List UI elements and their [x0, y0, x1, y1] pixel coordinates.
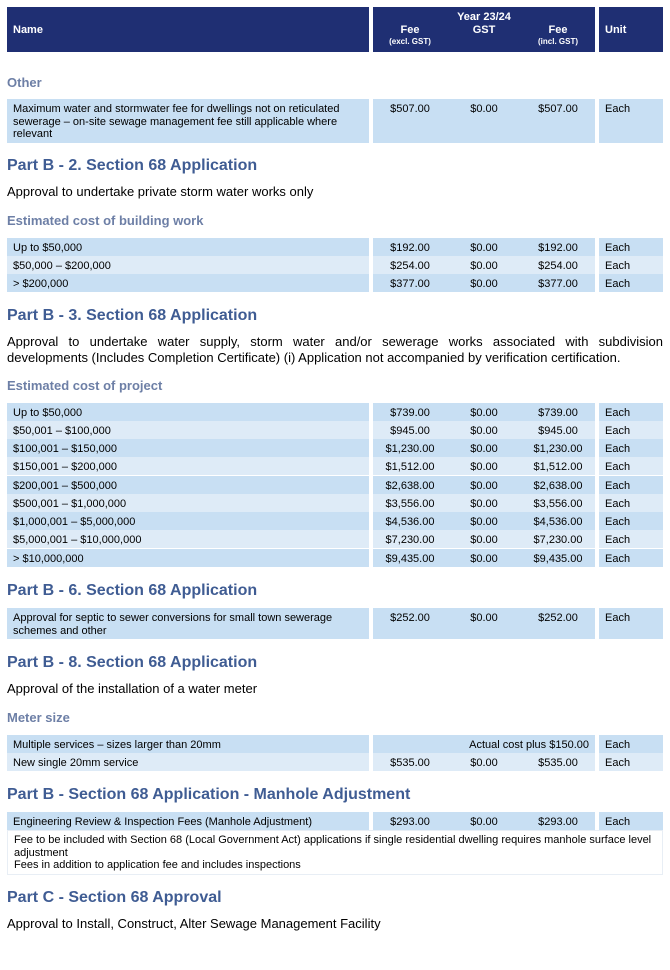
row-fee-incl: $1,512.00 [533, 461, 583, 473]
row-fee: $2,638.00 [385, 480, 435, 492]
row-fee-incl: $535.00 [538, 757, 578, 769]
row-gst: $0.00 [470, 103, 498, 115]
row-gst: $0.00 [470, 443, 498, 455]
row-unit: Each [605, 553, 631, 565]
row-fee-incl: $377.00 [538, 278, 578, 290]
row-unit: Each [605, 534, 631, 546]
row-unit: Each [605, 242, 631, 254]
row-unit: Each [605, 260, 631, 272]
section-heading-c: Part C - Section 68 Approval [7, 889, 222, 906]
section-heading-b6: Part B - 6. Section 68 Application [7, 582, 258, 599]
subheading-b3: Estimated cost of project [7, 378, 163, 393]
row-name: Up to $50,000 [13, 407, 83, 419]
row-name: $1,000,001 – $5,000,000 [13, 516, 136, 528]
row-name: $150,001 – $200,000 [13, 461, 117, 473]
table-row [7, 439, 663, 457]
row-fee-incl: $252.00 [538, 612, 578, 624]
row-fee: $535.00 [390, 757, 430, 769]
section-desc-c: Approval to Install, Construct, Alter Sewage Management Facility [7, 916, 381, 931]
table-row [7, 238, 663, 256]
table-row [7, 421, 663, 439]
row-fee: $1,230.00 [385, 443, 435, 455]
row-fee: $377.00 [390, 278, 430, 290]
row-name: Multiple services – sizes larger than 20mm [13, 739, 221, 751]
row-name: Up to $50,000 [13, 242, 83, 254]
table-row [7, 753, 663, 771]
row-unit: Each [605, 443, 631, 455]
header-name-cell [7, 7, 369, 52]
table-row [7, 476, 663, 494]
row-actual-cost: Actual cost plus $150.00 [469, 739, 589, 751]
row-fee-incl: $192.00 [538, 242, 578, 254]
row-gst: $0.00 [470, 407, 498, 419]
row-name: $500,001 – $1,000,000 [13, 498, 127, 510]
row-fee: $252.00 [390, 612, 430, 624]
header-fee-excl [373, 24, 447, 46]
row-fee: $739.00 [390, 407, 430, 419]
row-unit: Each [605, 739, 631, 751]
row-gst: $0.00 [470, 534, 498, 546]
header-name: Name [13, 24, 43, 36]
section-desc-b2: Approval to undertake private storm water works only [7, 184, 314, 199]
row-unit: Each [605, 516, 631, 528]
row-unit: Each [605, 103, 631, 115]
header-gst-label: GST [472, 24, 496, 36]
row-name: > $10,000,000 [13, 553, 84, 565]
row-gst: $0.00 [470, 425, 498, 437]
table-row [7, 494, 663, 512]
row-gst: $0.00 [470, 516, 498, 528]
row-name: $200,001 – $500,000 [13, 480, 117, 492]
table-row [7, 99, 663, 143]
row-fee: $293.00 [390, 816, 430, 828]
row-gst: $0.00 [470, 612, 498, 624]
row-fee-incl: $7,230.00 [533, 534, 583, 546]
table-row [7, 457, 663, 475]
section-desc-b3: Approval to undertake water supply, storm water and/or sewerage works associated with subdivision developments (Includes Completion Certificate) (i) Application not accompanied by verification certification. [7, 334, 663, 365]
section-desc-b8: Approval of the installation of a water meter [7, 681, 258, 696]
row-unit: Each [605, 816, 631, 828]
row-fee-incl: $254.00 [538, 260, 578, 272]
row-name: $5,000,001 – $10,000,000 [13, 534, 142, 546]
table-row [7, 608, 663, 639]
row-unit: Each [605, 612, 631, 624]
header-year-cell [373, 7, 595, 52]
row-gst: $0.00 [470, 498, 498, 510]
row-name: $50,001 – $100,000 [13, 425, 111, 437]
table-row [7, 403, 663, 421]
row-fee-incl: $507.00 [538, 103, 578, 115]
row-gst: $0.00 [470, 816, 498, 828]
row-unit: Each [605, 480, 631, 492]
row-fee: $7,230.00 [385, 534, 435, 546]
table-row [7, 256, 663, 274]
row-fee: $4,536.00 [385, 516, 435, 528]
row-unit: Each [605, 757, 631, 769]
table-row [7, 530, 663, 548]
row-unit: Each [605, 461, 631, 473]
row-gst: $0.00 [470, 278, 498, 290]
other-heading: Other [7, 75, 42, 90]
row-name: $50,000 – $200,000 [13, 260, 111, 272]
header-unit: Unit [605, 24, 627, 36]
table-row [7, 512, 663, 530]
row-unit: Each [605, 278, 631, 290]
row-fee: $1,512.00 [385, 461, 435, 473]
row-fee-incl: $293.00 [538, 816, 578, 828]
row-fee-incl: $739.00 [538, 407, 578, 419]
section-heading-b2: Part B - 2. Section 68 Application [7, 157, 258, 174]
table-row [7, 735, 663, 753]
header-fee-incl-sub: (incl. GST) [538, 37, 578, 46]
row-unit: Each [605, 498, 631, 510]
table-row [7, 274, 663, 292]
row-fee: $9,435.00 [385, 553, 435, 565]
row-unit: Each [605, 425, 631, 437]
subheading-b8: Meter size [7, 710, 70, 725]
section-heading-manhole: Part B - Section 68 Application - Manhole Adjustment [7, 786, 411, 803]
row-name: $100,001 – $150,000 [13, 443, 117, 455]
row-gst: $0.00 [470, 553, 498, 565]
row-fee-incl: $945.00 [538, 425, 578, 437]
row-fee: $507.00 [390, 103, 430, 115]
row-name: Engineering Review & Inspection Fees (Manhole Adjustment) [13, 816, 312, 828]
row-fee-incl: $3,556.00 [533, 498, 583, 510]
row-fee-incl: $1,230.00 [533, 443, 583, 455]
row-name: > $200,000 [13, 278, 69, 290]
header-unit-cell [599, 7, 663, 52]
row-gst: $0.00 [470, 480, 498, 492]
row-gst: $0.00 [470, 242, 498, 254]
header-fee-excl-sub: (excl. GST) [389, 37, 431, 46]
section-heading-b8: Part B - 8. Section 68 Application [7, 654, 258, 671]
row-name: Maximum water and stormwater fee for dwellings not on reticulated sewerage – on-site sewage management fee still applicable where relevant [13, 103, 340, 140]
manhole-note [7, 830, 663, 875]
header-gst [447, 24, 521, 36]
manhole-note-line-1: Fee to be included with Section 68 (Local Government Act) applications if single residential dwelling requires manhole surface level adjustment [14, 834, 652, 859]
row-fee-incl: $4,536.00 [533, 516, 583, 528]
header-fee-excl-label: Fee [400, 24, 420, 36]
row-fee: $192.00 [390, 242, 430, 254]
row-name: Approval for septic to sewer conversions for small town sewerage schemes and other [13, 612, 333, 637]
row-gst: $0.00 [470, 260, 498, 272]
row-fee: $945.00 [390, 425, 430, 437]
subheading-b2: Estimated cost of building work [7, 213, 204, 228]
table-row [7, 812, 663, 830]
header-fee-incl-label: Fee [548, 24, 568, 36]
table-row [7, 549, 663, 567]
section-heading-b3: Part B - 3. Section 68 Application [7, 307, 258, 324]
header-fee-incl [521, 24, 595, 46]
row-name: New single 20mm service [13, 757, 139, 769]
row-unit: Each [605, 407, 631, 419]
row-gst: $0.00 [470, 757, 498, 769]
row-gst: $0.00 [470, 461, 498, 473]
row-fee: $3,556.00 [385, 498, 435, 510]
manhole-note-line-2: Fees in addition to application fee and includes inspections [14, 859, 301, 871]
row-fee-incl: $2,638.00 [533, 480, 583, 492]
row-fee: $254.00 [390, 260, 430, 272]
row-fee-incl: $9,435.00 [533, 553, 583, 565]
header-year: Year 23/24 [457, 11, 511, 23]
